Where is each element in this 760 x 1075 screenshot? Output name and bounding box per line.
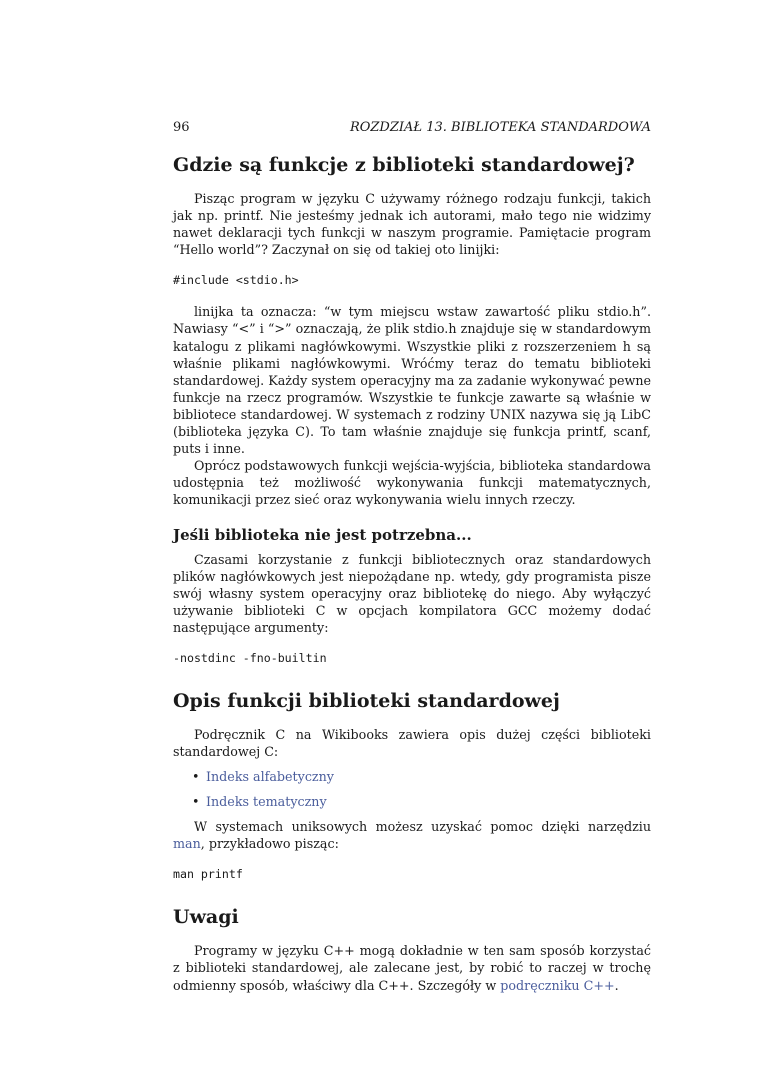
page-number: 96 [173, 120, 190, 135]
subsection-title-no-library: Jeśli biblioteka nie jest potrzebna... [173, 525, 472, 544]
paragraph: Podręcznik C na Wikibooks zawiera opis dużej części biblioteki standardowej C: [173, 726, 651, 760]
link-alphabetical-index[interactable]: Indeks alfabetyczny [206, 769, 334, 785]
section-title-description: Opis funkcji biblioteki standardowej [173, 689, 560, 712]
paragraph: Oprócz podstawowych funkcji wejścia-wyjścia, biblioteka standardowa udostępnia też możliwość wykonywania funkcji matematycznych, komunikacji przez sieć oraz wykonywania wielu innych rzeczy. [173, 458, 651, 508]
section-title-notes: Uwagi [173, 906, 239, 929]
list-item [192, 793, 651, 810]
code-gcc-flags: -nostdinc -fno-builtin [173, 650, 327, 665]
page-content [173, 118, 651, 994]
link-man[interactable]: man [173, 836, 201, 852]
paragraph: Pisząc program w języku C używamy różnego rodzaju funkcji, takich jak np. printf. Nie jesteśmy jednak ich autorami, mało tego nie widzimy nawet deklaracji tych funkcji w naszym programie. Pamiętacie program “Hello world”? Zaczynał on się od takiej oto linijki: [173, 191, 651, 258]
bullet-icon: • [192, 769, 200, 785]
code-include: #include <stdio.h> [173, 273, 299, 288]
chapter-title: ROZDZIAŁ 13. BIBLIOTEKA STANDARDOWA [349, 120, 651, 135]
link-cpp-handbook[interactable]: podręczniku C++ [500, 977, 615, 993]
paragraph [173, 942, 651, 993]
paragraph [173, 818, 651, 852]
code-man-printf: man printf [173, 867, 243, 882]
text: . [614, 977, 619, 993]
text: Programy w języku C++ mogą dokładnie w ten sam sposób korzystać z biblioteki standardowej, ale zalecane jest, by robić to raczej w trochę odmienny sposób, właściwy dla C++. Szczegóły w [173, 943, 651, 993]
link-thematic-index[interactable]: Indeks tematyczny [206, 794, 327, 810]
section-title-where-functions: Gdzie są funkcje z biblioteki standardowej? [173, 154, 635, 176]
running-header [173, 118, 651, 138]
link-list [173, 768, 651, 810]
text: , przykładowo pisząc: [200, 836, 339, 852]
text: W systemach uniksowych możesz uzyskać pomoc dzięki narzędziu [194, 819, 651, 835]
paragraph: linijka ta oznacza: “w tym miejscu wstaw zawartość pliku stdio.h”. Nawiasy “<” i “>” oznaczają, że plik stdio.h znajduje się w standardowym katalogu z plikami nagłówkowymi. Wszystkie pliki z rozszerzeniem h są właśnie plikami nagłówkowymi. Wróćmy teraz do tematu biblioteki standardowej. Każdy system operacyjny ma za zadanie wykonywać pewne funkcje na rzecz programów. Wszystkie te funkcje zawarte są właśnie w bibliotece standardowej. W systemach z rodziny UNIX nazywa się ją LibC (biblioteka języka C). To tam właśnie znajduje się funkcja printf, scanf, puts i inne. [173, 304, 651, 457]
list-item [192, 768, 651, 785]
paragraph: Czasami korzystanie z funkcji bibliotecznych oraz standardowych plików nagłówkowych jest niepożądane np. wtedy, gdy programista pisze swój własny system operacyjny oraz bibliotekę do niego. Aby wyłączyć używanie biblioteki C w opcjach kompilatora GCC możemy dodać następujące argumenty: [173, 551, 651, 635]
bullet-icon: • [192, 794, 200, 810]
